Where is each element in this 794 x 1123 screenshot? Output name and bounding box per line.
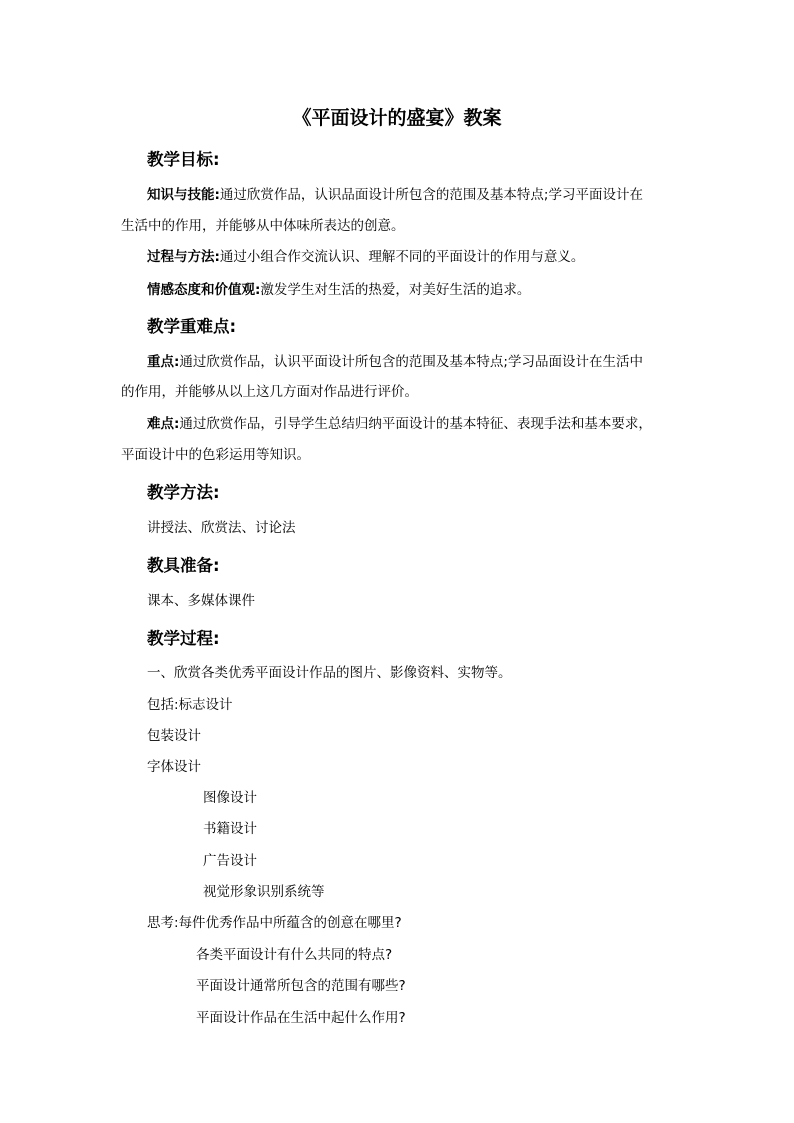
focus-text: 通过欣赏作品，认识平面设计所包含的范围及基本特点;学习品面设计在生活中 [179, 354, 643, 370]
includes-item: 视觉形象识别系统等 [203, 884, 325, 900]
attitude-values-label: 情感态度和价值观: [147, 282, 261, 298]
think-label: 思考: [147, 915, 179, 931]
includes-item: 包装设计 [147, 728, 201, 744]
knowledge-skills-label: 知识与技能: [147, 187, 220, 203]
difficulty-text: 通过欣赏作品，引导学生总结归纳平面设计的基本特征、表现手法和基本要求， [179, 416, 652, 432]
focus-line-2: 的作用，并能够从以上这几方面对作品进行评价。 [121, 384, 418, 400]
materials-heading: 教具准备: [147, 556, 220, 575]
process-method-label: 过程与方法: [147, 249, 220, 265]
knowledge-skills-text: 通过欣赏作品，认识品面设计所包含的范围及基本特点;学习平面设计在 [219, 187, 643, 203]
process-method-text: 通过小组合作交流认识、理解不同的平面设计的作用与意义。 [219, 249, 585, 265]
think-line [147, 915, 402, 931]
key-points-heading: 教学重难点: [147, 317, 237, 336]
document-title: 《平面设计的盛宴》教案 [292, 107, 502, 129]
difficulty-line-2: 平面设计中的色彩运用等知识。 [121, 447, 310, 463]
includes-item: 图像设计 [203, 790, 257, 806]
includes-item: 标志设计 [178, 697, 233, 713]
difficulty-label: 难点: [147, 416, 180, 432]
methods-heading: 教学方法: [147, 483, 220, 502]
question-item: 各类平面设计有什么共同的特点? [196, 947, 393, 963]
objectives-heading: 教学目标: [147, 150, 220, 169]
question-item: 每件优秀作品中所蕴含的创意在哪里? [178, 915, 402, 931]
includes-item: 字体设计 [147, 759, 201, 775]
process-method-line [147, 249, 584, 265]
process-heading: 教学过程: [147, 629, 220, 648]
includes-item: 广告设计 [203, 853, 257, 869]
methods-text: 讲授法、欣赏法、讨论法 [147, 520, 296, 536]
focus-line [147, 354, 643, 370]
includes-line [147, 697, 233, 713]
difficulty-line [147, 416, 652, 432]
attitude-values-line [147, 282, 530, 298]
focus-label: 重点: [147, 354, 180, 370]
knowledge-skills-line-2: 生活中的作用，并能够从中体味所表达的创意。 [121, 218, 405, 234]
materials-text: 课本、多媒体课件 [147, 593, 255, 609]
includes-item: 书籍设计 [203, 821, 257, 837]
includes-label: 包括: [147, 697, 179, 713]
knowledge-skills-line [147, 187, 643, 203]
attitude-values-text: 激发学生对生活的热爱，对美好生活的追求。 [260, 282, 531, 298]
process-step-1: 一、欣赏各类优秀平面设计作品的图片、影像资料、实物等。 [147, 665, 512, 681]
question-item: 平面设计通常所包含的范围有哪些? [196, 978, 406, 994]
question-item: 平面设计作品在生活中起什么作用? [196, 1010, 406, 1026]
